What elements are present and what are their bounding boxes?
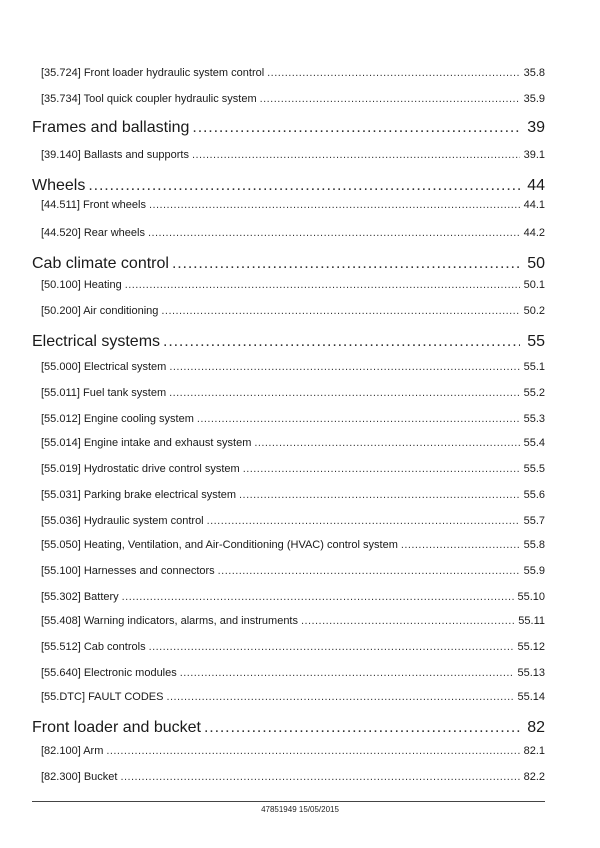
toc-page-number: 39.1 [523,149,545,161]
toc-dot-leader [161,304,520,318]
toc-dot-leader [267,66,520,80]
toc-entry-title: Front loader and bucket [32,719,201,736]
toc-page-number: 55 [527,333,545,350]
footer-doc-number: 47851949 15/05/2015 [261,805,339,814]
toc-page-number: 82.2 [523,771,545,783]
toc-entry-title: [44.511] Front wheels [41,199,146,211]
toc-page-number: 55.1 [523,361,545,373]
toc-page-number: 44 [527,177,545,194]
toc-dot-leader [260,92,520,106]
toc-entry-title: [55.408] Warning indicators, alarms, and instruments [41,615,298,627]
toc-page-number: 55.12 [517,641,545,653]
toc-entry-title: Wheels [32,177,86,194]
toc-subsection-entry [41,488,545,502]
toc-page-number: 50.2 [523,305,545,317]
toc-dot-leader [218,564,520,578]
toc-entry-title: [55.302] Battery [41,591,119,603]
toc-subsection-entry [41,412,545,426]
toc-subsection-entry [41,590,545,604]
toc-entry-title: [55.031] Parking brake electrical system [41,489,237,501]
toc-subsection-entry [41,538,545,552]
toc-dot-leader [163,332,520,352]
toc-page-number: 39 [527,119,545,136]
toc-dot-leader [122,590,515,604]
toc-entry-title: [55.036] Hydraulic system control [41,515,204,527]
toc-section-entry [32,118,545,138]
toc-dot-leader [254,436,520,450]
toc-page-number: 50 [527,255,545,272]
toc-entry-title: [55.640] Electronic modules [41,667,177,679]
toc-entry-title: [35.734] Tool quick coupler hydraulic system [41,93,257,105]
toc-entry-title: [50.100] Heating [41,279,122,291]
toc-subsection-entry [41,744,545,758]
toc-entry-title: [39.140] Ballasts and supports [41,149,189,161]
toc-page-number: 44.2 [523,227,545,239]
toc-page-number: 55.2 [523,387,545,399]
toc-subsection-entry [41,148,545,162]
toc-subsection-entry [41,198,545,212]
toc-subsection-entry [41,770,545,784]
toc-entry-title: [55.014] Engine intake and exhaust system [41,437,252,449]
toc-dot-leader [120,770,520,784]
toc-subsection-entry [41,514,545,528]
toc-dot-leader [197,412,520,426]
toc-entry-title: [55.100] Harnesses and connectors [41,565,215,577]
toc-dot-leader [88,176,520,196]
toc-dot-leader [149,198,520,212]
toc-dot-leader [192,118,520,138]
toc-entry-title: [82.100] Arm [41,745,104,757]
toc-page-number: 55.14 [517,691,545,703]
toc-dot-leader [166,690,514,704]
toc-subsection-entry [41,386,545,400]
toc-dot-leader [401,538,520,552]
toc-page-number: 55.11 [518,615,545,627]
toc-entry-title: [55.019] Hydrostatic drive control system [41,463,240,475]
toc-page-number: 50.1 [523,279,545,291]
toc-dot-leader [148,226,520,240]
toc-page-number: 55.13 [517,667,545,679]
toc-dot-leader [239,488,520,502]
toc-page-number: 55.5 [523,463,545,475]
toc-dot-leader [301,614,515,628]
toc-dot-leader [125,278,520,292]
toc-page-number: 55.9 [523,565,545,577]
toc-entry-title: [44.520] Rear wheels [41,227,145,239]
toc-page-number: 55.8 [523,539,545,551]
toc-page-number: 82.1 [523,745,545,757]
toc-dot-leader [149,640,515,654]
toc-subsection-entry [41,436,545,450]
toc-entry-title: [35.724] Front loader hydraulic system control [41,67,265,79]
toc-entry-title: [55.011] Fuel tank system [41,387,167,399]
toc-subsection-entry [41,66,545,80]
toc-dot-leader [180,666,515,680]
toc-page-number: 44.1 [523,199,545,211]
toc-subsection-entry [41,614,545,628]
toc-page-number: 55.7 [523,515,545,527]
toc-page-number: 55.4 [523,437,545,449]
toc-dot-leader [172,254,520,274]
footer-separator [32,801,545,802]
toc-entry-title: [55.000] Electrical system [41,361,167,373]
toc-entry-title: [55.050] Heating, Ventilation, and Air-Conditioning (HVAC) control system [41,539,398,551]
toc-dot-leader [192,148,520,162]
toc-subsection-entry [41,666,545,680]
toc-entry-title: [55.012] Engine cooling system [41,413,194,425]
toc-page-number: 55.3 [523,413,545,425]
toc-dot-leader [204,718,520,738]
toc-entry-title: Electrical systems [32,333,161,350]
toc-subsection-entry [41,304,545,318]
toc-page-number: 82 [527,719,545,736]
toc-entry-title: [55.DTC] FAULT CODES [41,691,164,703]
toc-subsection-entry [41,462,545,476]
toc-section-entry [32,254,545,274]
toc-page-number: 35.9 [523,93,545,105]
toc-entry-title: [82.300] Bucket [41,771,118,783]
toc-subsection-entry [41,564,545,578]
toc-section-entry [32,332,545,352]
toc-subsection-entry [41,640,545,654]
toc-dot-leader [243,462,520,476]
toc-entry-title: [50.200] Air conditioning [41,305,159,317]
toc-section-entry [32,718,545,738]
toc-entry-title: Cab climate control [32,255,169,272]
toc-dot-leader [169,386,520,400]
toc-section-entry [32,176,545,196]
toc-page-number: 55.10 [517,591,545,603]
toc-subsection-entry [41,690,545,704]
toc-subsection-entry [41,226,545,240]
toc-entry-title: Frames and ballasting [32,119,190,136]
toc-dot-leader [207,514,520,528]
toc-subsection-entry [41,92,545,106]
toc-page-number: 55.6 [523,489,545,501]
toc-dot-leader [106,744,520,758]
toc-subsection-entry [41,278,545,292]
toc-subsection-entry [41,360,545,374]
toc-entry-title: [55.512] Cab controls [41,641,146,653]
toc-page-number: 35.8 [523,67,545,79]
toc-dot-leader [169,360,520,374]
